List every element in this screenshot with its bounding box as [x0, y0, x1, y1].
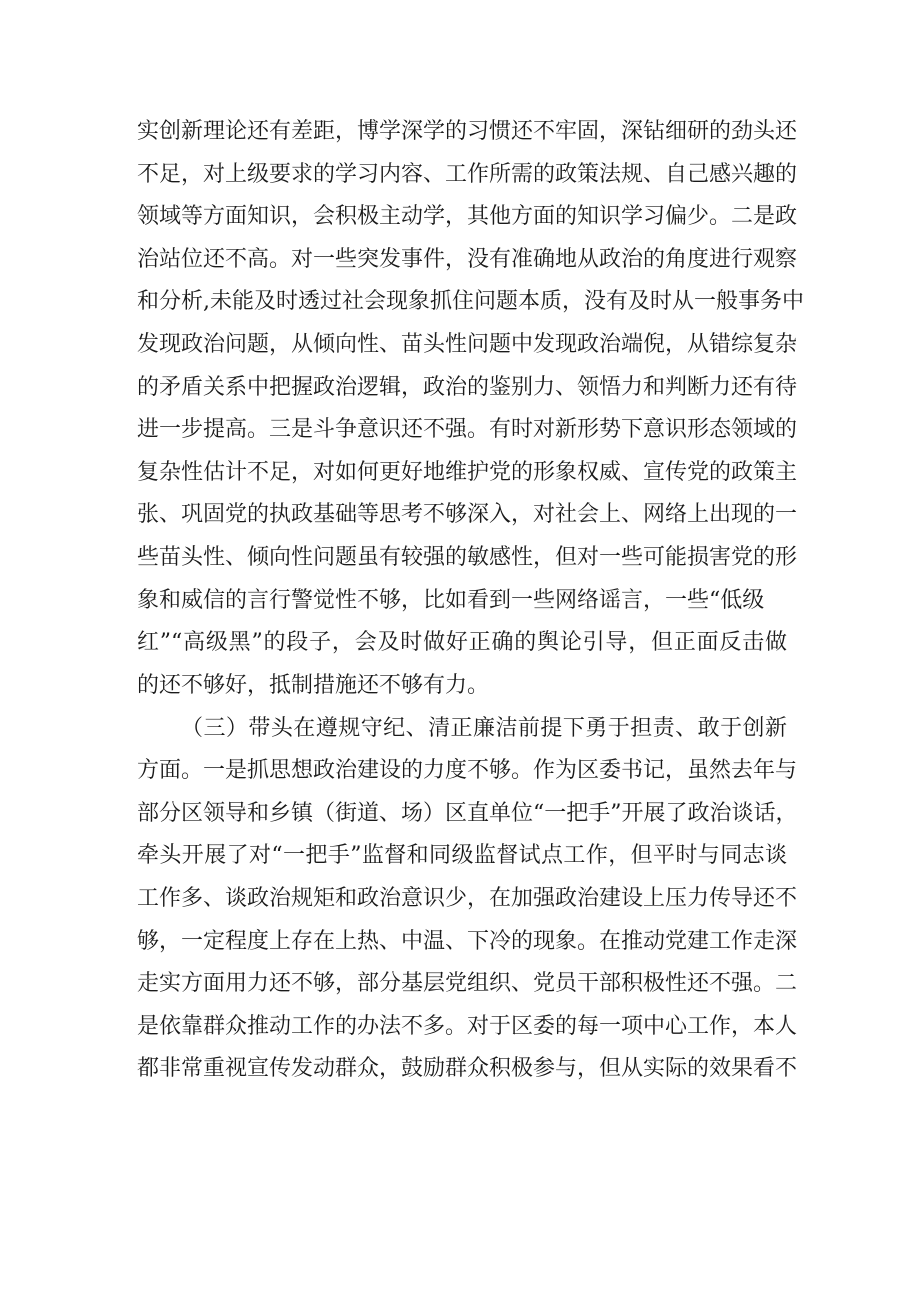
text-line: 发现政治问题，从倾向性、苗头性问题中发现政治端倪，从错综复杂	[137, 332, 798, 357]
text-line: 实创新理论还有差距，博学深学的习惯还不牢固，深钻细研的劲头还	[137, 119, 798, 144]
text-line: 的还不够好，抵制措施还不够有力。	[137, 673, 490, 698]
text-line: 复杂性估计不足，对如何更好地维护党的形象权威、宣传党的政策主	[137, 460, 798, 485]
text-line: 的矛盾关系中把握政治逻辑，政治的鉴别力、领悟力和判断力还有待	[137, 375, 798, 400]
text-line: 工作多、谈政治规矩和政治意识少，在加强政治建设上压力传导还不	[137, 886, 798, 911]
text-line: 牵头开展了对“一把手”监督和同级监督试点工作，但平时与同志谈	[137, 843, 787, 868]
text-line: 张、巩固党的执政基础等思考不够深入，对社会上、网络上出现的一	[137, 502, 798, 527]
text-line: 进一步提高。三是斗争意识还不强。有时对新形势下意识形态领域的	[137, 417, 798, 442]
text-line: 部分区领导和乡镇（街道、场）区直单位“一把手”开展了政治谈话，	[137, 801, 798, 826]
text-line: 走实方面用力还不够，部分基层党组织、党员干部积极性还不强。二	[137, 971, 798, 996]
text-line: 够，一定程度上存在上热、中温、下冷的现象。在推动党建工作走深	[137, 929, 798, 954]
text-line: 领域等方面知识，会积极主动学，其他方面的知识学习偏少。二是政	[137, 204, 798, 229]
text-line: 方面。一是抓思想政治建设的力度不够。作为区委书记，虽然去年与	[137, 758, 798, 783]
text-line: 治站位还不高。对一些突发事件，没有准确地从政治的角度进行观察	[137, 247, 798, 272]
text-line: 是依靠群众推动工作的办法不多。对于区委的每一项中心工作，本人	[137, 1014, 798, 1039]
text-line: 些苗头性、倾向性问题虽有较强的敏感性，但对一些可能损害党的形	[137, 545, 798, 570]
section-heading-line: （三）带头在遵规守纪、清正廉洁前提下勇于担责、敢于创新	[181, 716, 787, 741]
text-line: 都非常重视宣传发动群众，鼓励群众积极参与，但从实际的效果看不	[137, 1056, 798, 1081]
text-line: 红”“高级黑”的段子，会及时做好正确的舆论引导，但正面反击做	[137, 630, 787, 655]
text-line: 象和威信的言行警觉性不够，比如看到一些网络谣言，一些“低级	[137, 588, 765, 613]
text-line: 不足，对上级要求的学习内容、工作所需的政策法规、自己感兴趣的	[137, 162, 798, 187]
text-line: 和分析,未能及时透过社会现象抓住问题本质，没有及时从一般事务中	[137, 289, 804, 314]
